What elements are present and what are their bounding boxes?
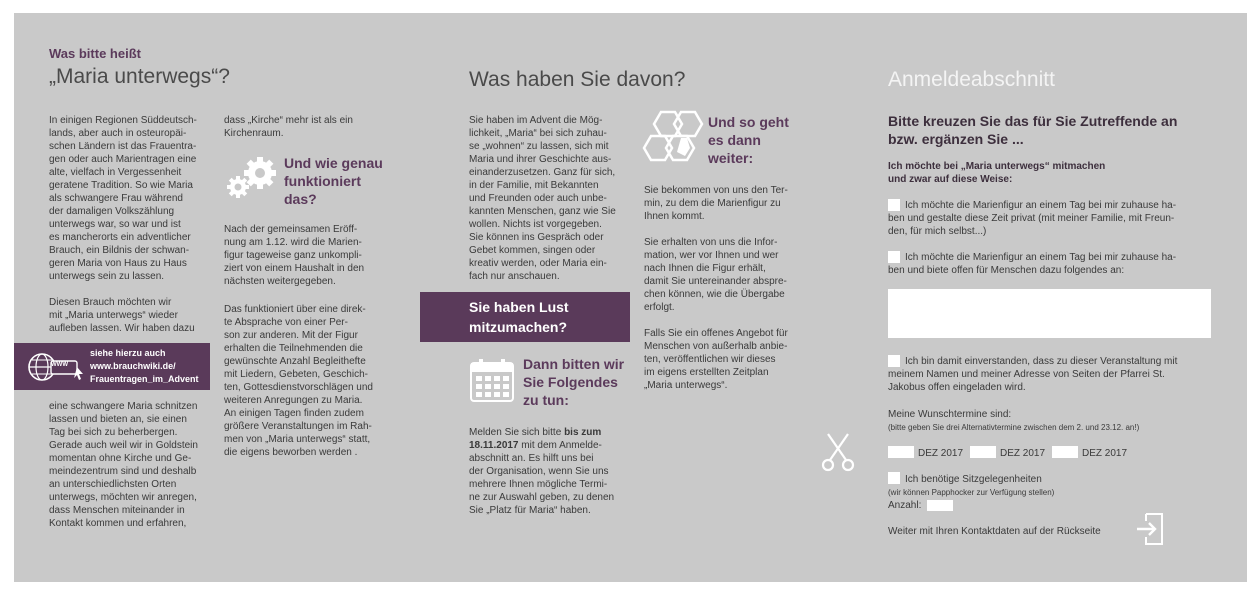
- col1-para2: Diesen Brauch möchten wir mit „Maria unterwegs“ wieder aufleben lassen. Wir haben dazu: [49, 297, 195, 334]
- hexagon-puzzle-icon: [641, 108, 705, 166]
- dates-label: Meine Wunschtermine sind:: [888, 409, 1012, 420]
- col3-para: Sie haben im Advent die Mög- lichkeit, „Maria“ bei sich zuhau- se „wohnen“ zu lassen, sich mit Maria und ihrer Geschichte aus- einanderzusetzen. Ganz für sich, in der Familie, mit Bekannten und Freunden oder auch unbe- kannten Menschen, ganz wie Sie wollen. Nichts ist vorgegeben. Sie können ins Gespräch oder Gebet kommen, singen oder kreativ werden, oder Maria ein- fach nur anschauen.: [469, 115, 616, 282]
- count-label: Anzahl:: [888, 500, 922, 511]
- form-intro: Ich möchte bei „Maria unterwegs“ mitmachen und zwar auf diese Weise:: [888, 161, 1106, 185]
- seating-label: Ich benötige Sitzgelegenheiten: [905, 474, 1042, 485]
- col3-bottom: Melden Sie sich bitte bis zum 18.11.2017 mit dem Anmelde- abschnitt an. Es hilft uns bei der Organisation, wenn Sie uns mehrere Ihnen mögliche Termi- ne zur Auswahl geben, zu denen Sie „Platz für Maria“ haben.: [469, 427, 615, 516]
- kicker: Was bitte heißt: [49, 46, 141, 61]
- date-day-1[interactable]: [888, 446, 914, 458]
- form-title: Anmeldeabschnitt: [888, 68, 1055, 91]
- date-suffix-2: DEZ 2017: [1000, 448, 1046, 459]
- brochure-sheet: [14, 13, 1247, 582]
- link-text[interactable]: siehe hierzu auch www.brauchwiki.de/ Frauentragen_im_Advent: [90, 348, 199, 384]
- col4-para3: Falls Sie ein offenes Angebot für Menschen von außerhalb anbie- ten, veröffentlichen wir dieses im eigens erstellten Zeitplan „Maria unterwegs“.: [644, 328, 788, 391]
- continue-arrow-icon: [1135, 512, 1165, 546]
- checkbox-seating[interactable]: [888, 472, 900, 484]
- offer-description-field[interactable]: [888, 289, 1211, 338]
- www-label: WWW: [51, 362, 68, 368]
- section-heading-steps: Dann bitten wir Sie Folgendes zu tun:: [523, 356, 625, 408]
- date-day-2[interactable]: [970, 446, 996, 458]
- band-text: Sie haben Lust mitzumachen?: [469, 299, 569, 335]
- col2-para2: Das funktioniert über eine direk- te Absprache von einer Per- son zur anderen. Mit der Figur erhalten die Teilnehmenden die gewünschte Anzahl Begleithefte mit Liedern, Gebeten, Geschich- ten, Gottesdienstvorschlägen und weiteren Anregungen zu Maria. An einigen Tagen finden zudem größere Veranstaltungen im Rah- men von „Maria unterwegs“ statt, die eigens beworben werden .: [224, 304, 373, 458]
- date-suffix-3: DEZ 2017: [1082, 448, 1128, 459]
- form-footer: Weiter mit Ihren Kontaktdaten auf der Rückseite: [888, 526, 1101, 537]
- section-heading-how: Und wie genau funktioniert das?: [284, 155, 383, 207]
- gears-icon: [222, 153, 282, 205]
- option-private-label: Ich möchte die Marienfigur an einem Tag bei mir zuhause ha- ben und gestalte diese Zeit privat (mit meiner Familie, mit Freun- den, für mich selbst...): [888, 200, 1177, 237]
- col4-para1: Sie bekommen von uns den Ter- min, zu dem die Marienfigur zu Ihnen kommt.: [644, 185, 788, 222]
- date-day-3[interactable]: [1052, 446, 1078, 458]
- col2-para1: Nach der gemeinsamen Eröff- nung am 1.12. wird die Marien- figur tageweise ganz unkompli- ziert von einem Haushalt in den nächsten weitergegeben.: [224, 224, 365, 287]
- form-lead: Bitte kreuzen Sie das für Sie Zutreffende an bzw. ergänzen Sie ...: [888, 113, 1178, 147]
- option-open-label: Ich möchte die Marienfigur an einem Tag bei mir zuhause ha- ben und biete offen für Menschen dazu folgendes an:: [888, 252, 1177, 276]
- count-field[interactable]: [927, 500, 953, 511]
- column1-title: „Maria unterwegs“?: [49, 65, 230, 88]
- column3-title: Was haben Sie davon?: [469, 68, 686, 91]
- col4-para2: Sie erhalten von uns die Infor- mation, wer vor Ihnen und wer nach Ihnen die Figur erhält, damit Sie untereinander abspre- chen können, wie die Übergabe erfolgt.: [644, 237, 787, 313]
- col2-top: dass „Kirche“ mehr ist als ein Kirchenraum.: [224, 115, 353, 139]
- consent-label: Ich bin damit einverstanden, dass zu dieser Veranstaltung mit meinem Namen und meiner Adresse von Seiten der Pfarrei St. Jakobus offen eingeladen wird.: [888, 356, 1178, 393]
- scissors-icon: [819, 432, 857, 472]
- call-to-action-band: [420, 292, 630, 342]
- col1-para1: In einigen Regionen Süddeutsch- lands, aber auch in osteuropäi- schen Ländern ist das Frauentra- gen oder auch Marientragen eine alte, vielfach in Vergessenheit geratene Tradition. So wie Maria als schwangere Frau während der damaligen Volkszählung unterwegs war, so war und ist es mancherorts ein adventlicher Brauch, ein Bildnis der schwan- geren Maria von Haus zu Haus unterwegs sein zu lassen.: [49, 115, 197, 282]
- col1-para3: eine schwangere Maria schnitzen lassen und bieten an, sie einen Tag bei sich zu beherbergen. Gerade auch weil wir in Goldstein momentan ohne Kirche und Ge- meindezentrum sind und deshalb an unterschiedlichsten Orten unterwegs, möchten wir anregen, dass Menschen miteinander in Kontakt kommen und erfahren,: [49, 401, 198, 529]
- calendar-icon: [469, 357, 515, 403]
- date-suffix-1: DEZ 2017: [918, 448, 964, 459]
- seating-hint: (wir können Papphocker zur Verfügung stellen): [888, 488, 1055, 497]
- dates-hint: (bitte geben Sie drei Alternativtermine zwischen dem 2. und 23.12. an!): [888, 423, 1140, 432]
- link-box[interactable]: [14, 343, 210, 390]
- section-heading-next: Und so geht es dann weiter:: [708, 114, 789, 166]
